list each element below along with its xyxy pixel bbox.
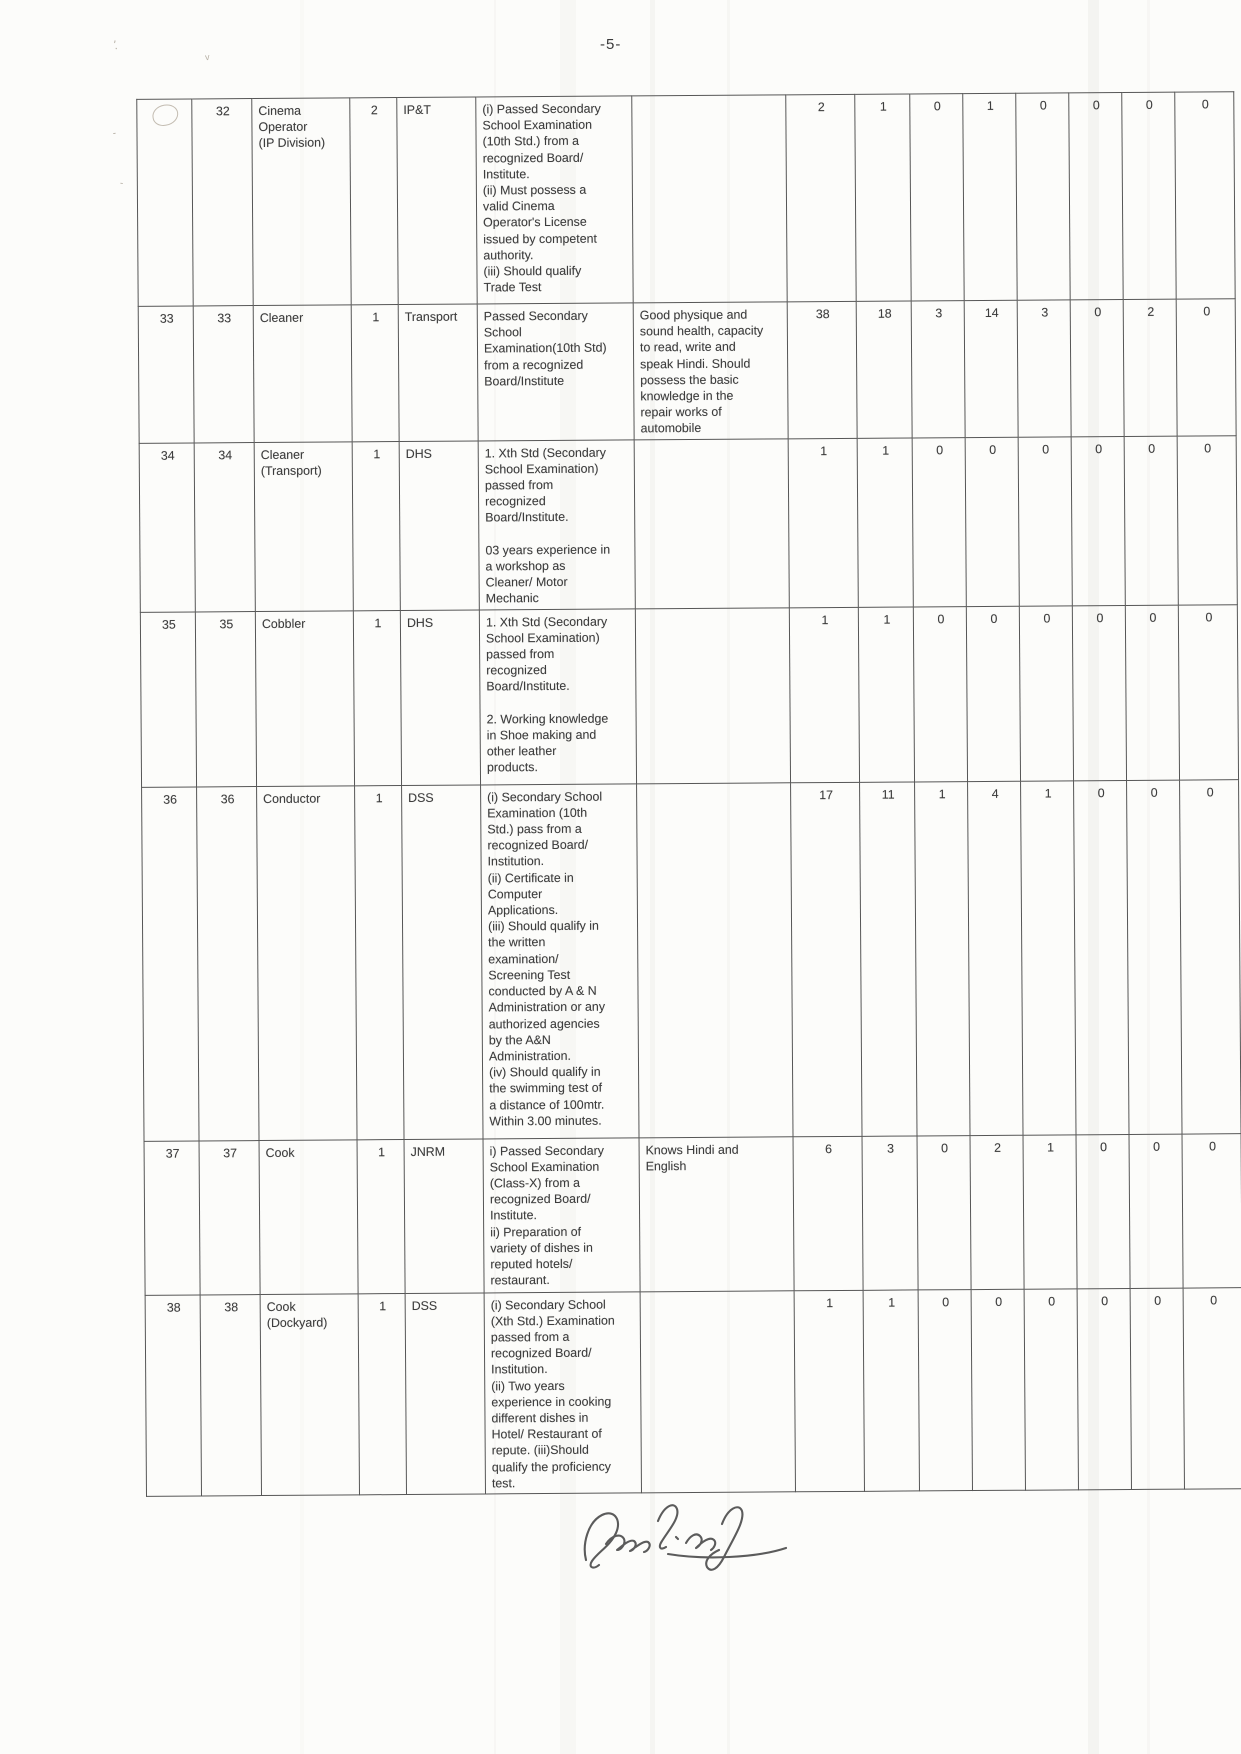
serial-left-cell <box>138 306 194 443</box>
vacancy-cell: 0 <box>1129 1134 1183 1288</box>
vacancy-cell: 0 <box>965 437 1019 606</box>
vacancy-cell: 3 <box>911 301 965 438</box>
post-name-cell: Cleaner (Transport) <box>254 441 353 611</box>
vacancy-total-cell: 1 <box>794 1290 864 1492</box>
serial-cell: 32 <box>192 99 253 306</box>
vacancy-cell: 0 <box>966 606 1020 781</box>
table-row <box>140 604 1238 787</box>
table-row <box>138 299 1236 443</box>
serial-left-cell <box>144 1141 200 1295</box>
vacancy-cell: 0 <box>1018 436 1072 605</box>
serial-cell: 38 <box>200 1294 261 1496</box>
vacancy-cell: 0 <box>1071 436 1125 605</box>
vacancy-cell: 1 <box>857 438 913 607</box>
serial-cell: 37 <box>199 1140 260 1294</box>
vacancy-cell: 0 <box>910 94 964 301</box>
vacancy-cell: 3 <box>862 1136 918 1290</box>
serial-left-cell <box>139 443 195 612</box>
vacancy-cell: 1 <box>855 94 911 301</box>
vacancy-cell: 4 <box>968 781 1023 1135</box>
vacancy-cell: 1 <box>1021 780 1076 1134</box>
table-row <box>137 92 1235 307</box>
vacancy-cell: 0 <box>918 1289 972 1491</box>
department-cell: JNRM <box>404 1139 484 1294</box>
serial-cell: 33 <box>193 306 254 443</box>
vacancy-cell: 2 <box>970 1135 1024 1289</box>
serial-left-cell <box>140 612 196 787</box>
page-number: -5- <box>600 36 622 53</box>
additional-requirement-cell: Knows Hindi and English <box>639 1136 794 1291</box>
vacancy-cell: 0 <box>1072 605 1126 780</box>
department-cell: Transport <box>398 304 478 441</box>
serial-left-cell <box>145 1295 201 1497</box>
vacancy-cell: 0 <box>1124 436 1178 605</box>
vacancy-cell: 0 <box>1176 299 1236 436</box>
pencil-mark: v <box>204 51 211 63</box>
vacancy-cell: 0 <box>1180 779 1241 1133</box>
post-name-cell: Cinema Operator (IP Division) <box>252 98 351 306</box>
qualification-cell: Passed Secondary School Examination(10th Std) from a recognized Board/Institute <box>477 303 634 441</box>
post-count-cell: 1 <box>355 785 404 1139</box>
vacancy-cell: 0 <box>1077 1288 1131 1490</box>
serial-cell: 35 <box>195 611 256 786</box>
pencil-circle-mark <box>151 103 180 128</box>
vacancy-cell: 0 <box>1178 604 1238 779</box>
post-name-cell: Cook <box>259 1140 358 1295</box>
qualification-cell: 1. Xth Std (Secondary School Examination) passed from recognized Board/Institute. 03 years experience in a workshop as Cleaner/ Motor Mechanic <box>478 440 635 610</box>
qualification-cell: (i) Secondary School (Xth Std.) Examination passed from a recognized Board/ Institution. (ii) Two years experience in cooking different dishes in Hotel/ Restaurant of repute. (iii)Should qualify the proficiency test. <box>484 1292 641 1495</box>
vacancy-cell: 0 <box>971 1289 1025 1491</box>
additional-requirement-cell <box>632 95 787 303</box>
department-cell: DSS <box>402 785 483 1140</box>
vacancy-cell: 1 <box>858 607 914 782</box>
table-row <box>139 435 1237 612</box>
qualification-cell: (i) Secondary School Examination (10th Std.) pass from a recognized Board/ Institution. (ii) Certificate in Computer Applications. (iii) Should qualify in the written examination/ Screening Test conducted by A & N Administration or any authorized agencies by the A&N Administration. (iv) Should qualify in the swimming test of a distance of 100mtr. Within 3.00 minutes. <box>481 784 639 1139</box>
vacancy-cell: 0 <box>1070 299 1124 436</box>
vacancy-total-cell: 2 <box>786 94 856 301</box>
vacancy-cell: 0 <box>1130 1288 1184 1490</box>
additional-requirement-cell <box>634 438 789 608</box>
post-name-cell: Cook (Dockyard) <box>260 1294 359 1496</box>
vacancy-cell: 0 <box>1024 1288 1078 1490</box>
vacancy-cell: 2 <box>1123 299 1177 436</box>
post-name-cell: Cleaner <box>253 305 352 442</box>
vacancy-cell: 0 <box>1019 606 1073 781</box>
vacancy-total-cell: 38 <box>787 301 857 438</box>
serial-left-cell <box>142 787 199 1141</box>
vacancy-cell: 0 <box>912 437 966 606</box>
vacancy-total-cell: 1 <box>789 607 859 782</box>
vacancy-cell: 0 <box>913 606 967 781</box>
post-count-cell: 1 <box>353 610 401 785</box>
vacancy-cell: 14 <box>964 300 1018 437</box>
serial-left: 34 <box>160 448 175 463</box>
post-count-cell: 2 <box>350 98 398 305</box>
vacancy-total-cell: 6 <box>793 1136 863 1290</box>
qualification-cell: (i) Passed Secondary School Examination (10th Std.) from a recognized Board/ Institute. (ii) Must possess a valid Cinema Operator's License issued by competent authority. (iii) Should qualify Trade Test <box>476 96 633 304</box>
vacancy-total-cell: 1 <box>788 438 858 608</box>
vacancy-cell: 0 <box>1076 1134 1130 1288</box>
additional-requirement-cell: Good physique and sound health, capacity to read, write and speak Hindi. Should possess the basic knowledge in the repair works of automobile <box>633 302 788 440</box>
pencil-mark: - <box>119 177 125 190</box>
vacancy-cell: 0 <box>1175 92 1235 299</box>
department-cell: DHS <box>400 610 480 786</box>
serial-left: 36 <box>163 792 178 807</box>
vacancy-cell: 1 <box>915 781 970 1135</box>
vacancy-cell: 0 <box>1016 93 1070 300</box>
post-count-cell: 1 <box>351 305 399 442</box>
post-name-cell: Cobbler <box>255 611 354 787</box>
vacancy-cell: 0 <box>917 1135 971 1289</box>
post-count-cell: 1 <box>357 1139 405 1293</box>
vacancy-cell: 0 <box>1069 92 1123 299</box>
table-row <box>142 779 1241 1141</box>
vacancy-cell: 0 <box>1177 435 1237 604</box>
post-count-cell: 1 <box>358 1293 406 1495</box>
vacancy-cell: 18 <box>856 301 912 438</box>
vacancy-cell: 0 <box>1122 92 1176 299</box>
qualification-cell: 1. Xth Std (Secondary School Examination) passed from recognized Board/Institute. 2. Working knowledge in Shoe making and other leather products. <box>479 609 636 785</box>
table-row <box>145 1287 1241 1496</box>
vacancy-cell: 0 <box>1127 780 1182 1134</box>
vacancy-total-cell: 17 <box>791 782 862 1136</box>
serial-left-cell <box>137 99 193 306</box>
vacancy-cell: 1 <box>963 93 1017 300</box>
vacancy-cell: 1 <box>1023 1134 1077 1288</box>
additional-requirement-cell <box>640 1290 795 1493</box>
serial-cell: 34 <box>194 442 255 611</box>
table-row <box>144 1133 1241 1295</box>
vacancy-table <box>136 91 1241 1497</box>
serial-left: 33 <box>159 311 174 326</box>
department-cell: DHS <box>399 441 479 611</box>
serial-cell: 36 <box>197 786 259 1140</box>
serial-left: 38 <box>166 1300 181 1315</box>
additional-requirement-cell <box>637 782 793 1137</box>
vacancy-cell: 1 <box>863 1290 919 1492</box>
department-cell: IP&T <box>397 97 477 305</box>
vacancy-table-body <box>137 92 1241 1497</box>
vacancy-cell: 0 <box>1182 1133 1241 1287</box>
vacancy-cell: 0 <box>1074 780 1129 1134</box>
vacancy-cell: 3 <box>1017 300 1071 437</box>
vacancy-cell: 11 <box>860 782 917 1136</box>
additional-requirement-cell <box>635 607 790 783</box>
pencil-mark: '. <box>111 37 121 53</box>
pencil-mark: ' <box>104 131 118 137</box>
post-name-cell: Conductor <box>257 786 357 1141</box>
serial-left: 35 <box>161 617 176 632</box>
post-count-cell: 1 <box>352 441 400 610</box>
vacancy-cell: 0 <box>1125 605 1179 780</box>
department-cell: DSS <box>405 1293 485 1495</box>
vacancy-cell: 0 <box>1183 1287 1241 1489</box>
serial-left: 37 <box>165 1146 180 1161</box>
qualification-cell: i) Passed Secondary School Examination (Class-X) from a recognized Board/ Institute. ii) Preparation of variety of dishes in reputed hotels/ restaurant. <box>483 1138 640 1293</box>
